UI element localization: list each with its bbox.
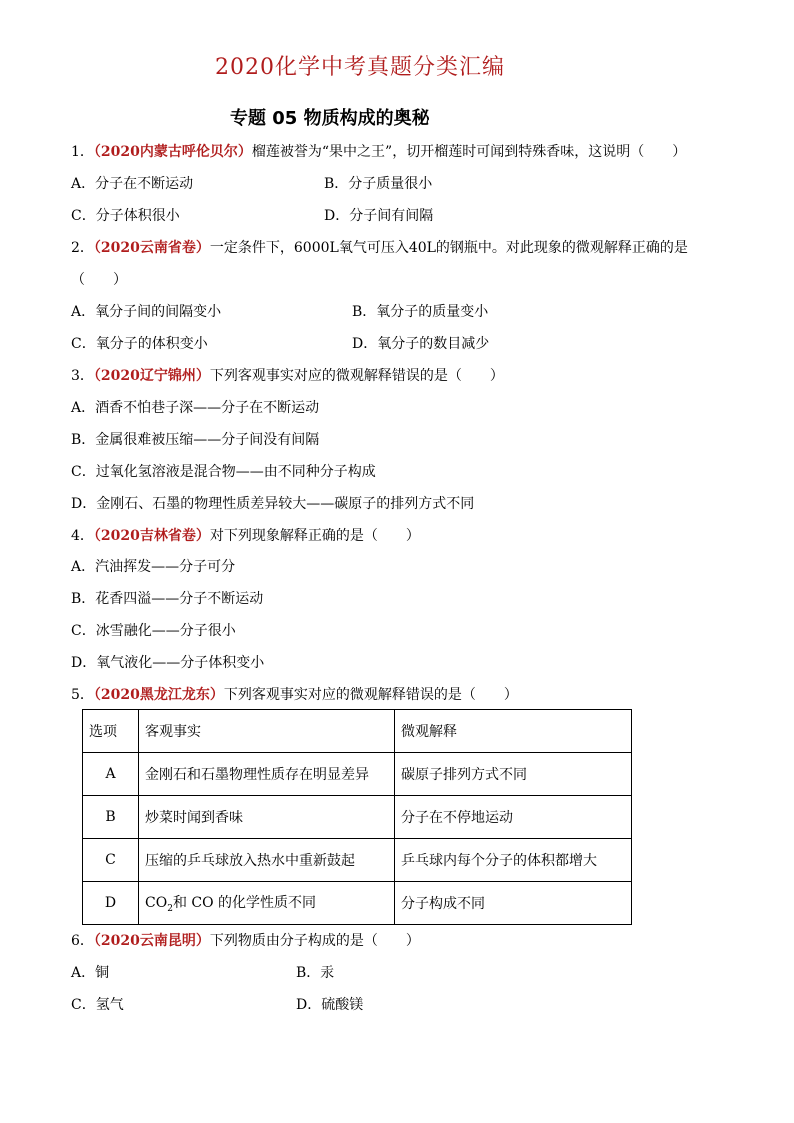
option-c: C．过氧化氢溶液是混合物——由不同种分子构成: [71, 464, 376, 480]
table-row: [83, 839, 632, 882]
option-b: B．金属很难被压缩——分子间没有间隔: [71, 432, 320, 448]
question-source: （2020云南省卷）: [93, 240, 210, 256]
question-number: 5．: [71, 687, 94, 703]
document-title: 2020化学中考真题分类汇编: [215, 55, 505, 80]
row-explanation: 乒乓球内每个分子的体积都增大: [395, 839, 632, 882]
question-number: 1．: [71, 144, 94, 160]
option-d: D．氧分子的数目减少: [352, 336, 490, 352]
option-a: A．酒香不怕巷子深——分子在不断运动: [71, 400, 320, 416]
question-stem: 对下列现象解释正确的是（ ）: [209, 528, 420, 544]
table-header-row: [83, 710, 632, 753]
table-row: [83, 796, 632, 839]
formula-subscript: 2: [167, 903, 173, 914]
option-d: D．硫酸镁: [296, 997, 364, 1013]
question-stem-continued: （ ）: [71, 272, 127, 288]
option-b: B．花香四溢——分子不断运动: [71, 591, 264, 607]
option-b: B．汞: [296, 965, 335, 981]
option-a: A．氧分子间的间隔变小: [71, 304, 222, 320]
question-5: [71, 685, 518, 705]
row-explanation: 分子构成不同: [395, 882, 632, 925]
option-b: B．分子质量很小: [324, 176, 433, 192]
row-fact: 压缩的乒乓球放入热水中重新鼓起: [139, 839, 395, 882]
question-number: 3．: [71, 368, 94, 384]
question-number: 6．: [71, 933, 94, 949]
table-row: [83, 753, 632, 796]
row-explanation: 分子在不停地运动: [395, 796, 632, 839]
row-option: D: [83, 882, 139, 925]
question-4: [71, 526, 420, 546]
question-source: （2020云南昆明）: [93, 933, 210, 949]
option-b: B．氧分子的质量变小: [352, 304, 489, 320]
row-fact: 金刚石和石墨物理性质存在明显差异: [139, 753, 395, 796]
option-a: A．铜: [71, 965, 110, 981]
option-c: C．氧分子的体积变小: [71, 336, 208, 352]
header-fact: 客观事实: [139, 710, 395, 753]
row-fact: 炒菜时闻到香味: [139, 796, 395, 839]
facts-table: [82, 709, 632, 925]
question-1: [71, 142, 686, 162]
question-stem: 下列物质由分子构成的是（ ）: [209, 933, 420, 949]
question-source: （2020内蒙古呼伦贝尔）: [93, 144, 252, 160]
option-d: D．分子间有间隔: [324, 208, 434, 224]
question-stem: 榴莲被誉为“果中之王”，切开榴莲时可闻到特殊香味，这说明（ ）: [251, 144, 687, 160]
option-d: D．氧气液化——分子体积变小: [71, 655, 265, 671]
question-stem: 下列客观事实对应的微观解释错误的是（ ）: [209, 368, 504, 384]
question-source: （2020吉林省卷）: [93, 528, 210, 544]
question-number: 4．: [71, 528, 94, 544]
row-option: C: [83, 839, 139, 882]
question-source: （2020黑龙江龙东）: [93, 687, 224, 703]
row-option: A: [83, 753, 139, 796]
option-c: C．分子体积很小: [71, 208, 180, 224]
topic-subtitle: 专题 05 物质构成的奥秘: [230, 108, 430, 129]
question-3: [71, 366, 504, 386]
option-d: D．金刚石、石墨的物理性质差异较大——碳原子的排列方式不同: [71, 496, 475, 512]
question-stem: 下列客观事实对应的微观解释错误的是（ ）: [223, 687, 518, 703]
table-row: [83, 882, 632, 925]
row-option: B: [83, 796, 139, 839]
option-a: A．汽油挥发——分子可分: [71, 559, 236, 575]
option-c: C．冰雪融化——分子很小: [71, 623, 236, 639]
header-option: 选项: [83, 710, 139, 753]
question-source: （2020辽宁锦州）: [93, 368, 210, 384]
question-2: [71, 238, 688, 258]
option-a: A．分子在不断运动: [71, 176, 194, 192]
question-number: 2．: [71, 240, 94, 256]
question-6: [71, 931, 420, 951]
row-explanation: 碳原子排列方式不同: [395, 753, 632, 796]
option-c: C．氢气: [71, 997, 124, 1013]
formula-co: CO: [145, 895, 168, 912]
fact-text: 和 CO 的化学性质不同: [172, 895, 317, 912]
question-stem: 一定条件下，6000L氧气可压入40L的钢瓶中。对此现象的微观解释正确的是: [209, 240, 688, 256]
header-explanation: 微观解释: [395, 710, 632, 753]
row-fact: [139, 882, 395, 925]
